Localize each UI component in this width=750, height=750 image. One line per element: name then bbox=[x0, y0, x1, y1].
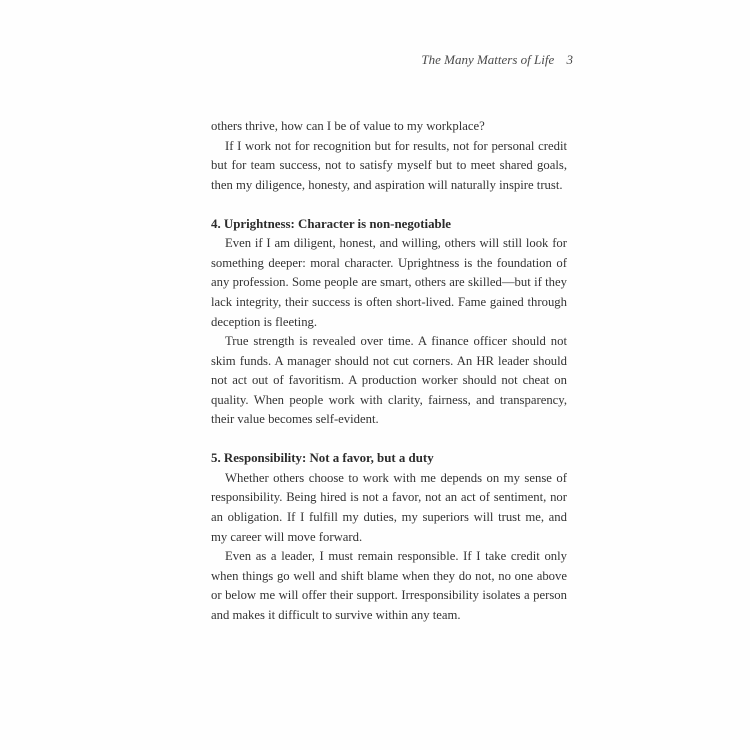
body-paragraph-continuation: others thrive, how can I be of value to my workplace? bbox=[211, 119, 485, 133]
body-paragraph: Whether others choose to work with me depends on my sense of responsibility. Being hired is not a favor, not an act of sentiment, nor an obligation. If I fulfill my duties, my superiors will trust me, and my career will move forward. bbox=[211, 470, 567, 544]
section-heading-responsibility: 5. Responsibility: Not a favor, but a duty bbox=[211, 451, 434, 466]
section-heading-uprightness: 4. Uprightness: Character is non-negotiable bbox=[211, 216, 452, 231]
body-paragraph: True strength is revealed over time. A finance officer should not skim funds. A manager should not cut corners. An HR leader should not act out of favoritism. A production worker should not cheat on quality. When people work with clarity, fairness, and transparency, their value becomes self-evident. bbox=[211, 334, 567, 427]
page-body bbox=[211, 117, 567, 625]
running-header bbox=[421, 51, 573, 69]
body-paragraph: Even if I am diligent, honest, and willing, others will still look for something deeper: moral character. Uprightness is the foundation of any profession. Some people are smart, others are skilled—but if they lack integrity, their success is often short-lived. Fame gained through deception is fleeting. bbox=[211, 236, 567, 329]
running-title: The Many Matters of Life bbox=[421, 52, 555, 67]
page-number: 3 bbox=[566, 52, 573, 67]
body-paragraph: Even as a leader, I must remain responsible. If I take credit only when things go well and shift blame when they do not, no one above or below me will offer their support. Irresponsibility isolates a person and makes it difficult to survive within any team. bbox=[211, 549, 567, 622]
body-paragraph: If I work not for recognition but for results, not for personal credit but for team success, not to satisfy myself but to meet shared goals, then my diligence, honesty, and aspiration will naturally inspire trust. bbox=[211, 138, 567, 192]
